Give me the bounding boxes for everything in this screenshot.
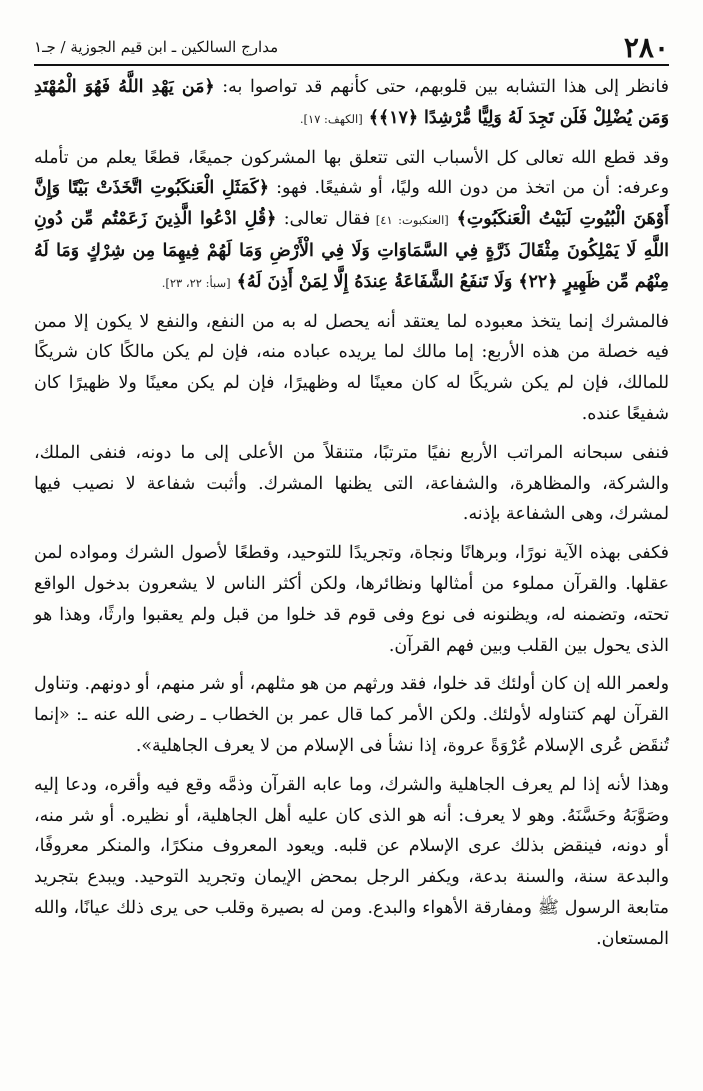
page-body	[34, 72, 669, 955]
text-segment: وقد قطع الله تعالى كل الأسباب التى تتعلق بها المشركون جميعًا، قطعًا يعلم من تأمله وعرفه: أن من اتخذ من دون الله وليًا، أو شفيعًا. فهو:	[34, 147, 669, 199]
text-segment: ولعمر الله إن كان أولئك قد خلوا، فقد ورثهم من هو مثلهم، أو شر منهم، أو دونهم. وتناول القرآن لهم كتناوله لأولئك. ولكن الأمر كما قال عمر بن الخطاب ـ رضى الله عنه ـ: «إنما تُنقَض عُرى الإسلام عُرْوَةً عروة، إذا نشأ فى الإسلام من لا يعرف الجاهلية».	[34, 674, 669, 756]
paragraph-4	[34, 438, 669, 530]
page-header	[34, 30, 669, 66]
paragraph-5	[34, 538, 669, 661]
verse-reference: [العنكبوت: ٤١]	[370, 213, 449, 228]
paragraph-3	[34, 307, 669, 430]
text-segment: فنفى سبحانه المراتب الأربع نفيًا مترتبًا، متنقلاً من الأعلى إلى ما دونه، فنفى الملك، والشركة، والمظاهرة، والشفاعة، التى يظنها المشرك. وأثبت شفاعة لا نصيب فيها لمشرك، وهى الشفاعة بإذنه.	[34, 442, 669, 525]
verse-reference: [سبأ: ٢٢، ٢٣].	[161, 275, 231, 290]
verse-reference: [الكهف: ١٧].	[299, 111, 363, 126]
running-title: مدارج السالكين ـ ابن قيم الجوزية / جـ١	[34, 38, 279, 56]
page-number: ٢٨٠	[623, 30, 669, 64]
text-segment: فقال تعالى:	[276, 209, 371, 230]
quran-verse: ﴿كَمَثَلِ الْعَنكَبُوتِ اتَّخَذَتْ بَيْتًا وَإِنَّ أَوْهَنَ الْبُيُوتِ لَبَيْتُ الْعَنكَبُوتِ﴾	[34, 178, 669, 230]
text-segment: فالمشرك إنما يتخذ معبوده لما يعتقد أنه يحصل له به من النفع، والنفع لا يكون إلا ممن فيه خصلة من هذه الأربع: إما مالك لما يريده عباده منه، فإن لم يكن مالكًا كان شريكًا للمالك، فإن لم يكن شريكًا له كان معينًا له وظهيرًا، فإن لم يكن معينًا ولا ظهيرًا كان شفيعًا عنده.	[34, 311, 669, 424]
quran-verse: ﴿مَن يَهْدِ اللَّهُ فَهُوَ الْمُهْتَدِ وَمَن يُضْلِلْ فَلَن تَجِدَ لَهُ وَلِيًّا مُّرْشِدًا ﴿١٧﴾﴾	[34, 77, 669, 128]
text-segment: فانظر إلى هذا التشابه بين قلوبهم، حتى كأنهم قد تواصوا به:	[214, 77, 669, 97]
paragraph-2	[34, 143, 669, 299]
paragraph-7	[34, 770, 669, 955]
paragraph-1	[34, 72, 669, 135]
quran-verse: ﴿قُلِ ادْعُوا الَّذِينَ زَعَمْتُم مِّن دُونِ اللَّهِ لَا يَمْلِكُونَ مِثْقَالَ ذَرَّةٍ فِي السَّمَاوَاتِ وَلَا فِي الْأَرْضِ وَمَا لَهُمْ فِيهِمَا مِن شِرْكٍ وَمَا لَهُ مِنْهُم مِّن ظَهِيرٍ ﴿٢٢﴾ وَلَا تَنفَعُ الشَّفَاعَةُ عِندَهُ إِلَّا لِمَنْ أَذِنَ لَهُ﴾	[34, 209, 669, 292]
text-segment: فكفى بهذه الآية نورًا، وبرهانًا ونجاة، وتجريدًا للتوحيد، وقطعًا لأصول الشرك ومواده لمن عقلها. والقرآن مملوء من أمثالها ونظائرها، ولكن أكثر الناس لا يشعرون بدخول الواقع تحته، وتضمنه له، ويظنونه فى نوع وفى قوم قد خلوا من قبل ولم يعقبوا وارثًا، وهذا هو الذى يحول بين القلب وبين فهم القرآن.	[34, 543, 669, 656]
text-segment: وهذا لأنه إذا لم يعرف الجاهلية والشرك، وما عابه القرآن وذمَّه وقع فيه وأقره، ودعا إليه وصَوَّبَهُ وحَسَّنَهُ. وهو لا يعرف: أنه هو الذى كان عليه أهل الجاهلية، أو نظيره. أو شر منه، أو دونه، فينقض بذلك عرى الإسلام عن قلبه. ويعود المعروف منكرًا، والمنكر معروفًا، والبدعة سنة، والسنة بدعة، ويكفر الرجل بمحض الإيمان وتجريد التوحيد. ويبدع بتجريد متابعة الرسول ﷺ ومفارقة الأهواء والبدع. ومن له بصيرة وقلب حى يرى ذلك عيانًا، والله المستعان.	[34, 774, 669, 949]
paragraph-6	[34, 669, 669, 761]
